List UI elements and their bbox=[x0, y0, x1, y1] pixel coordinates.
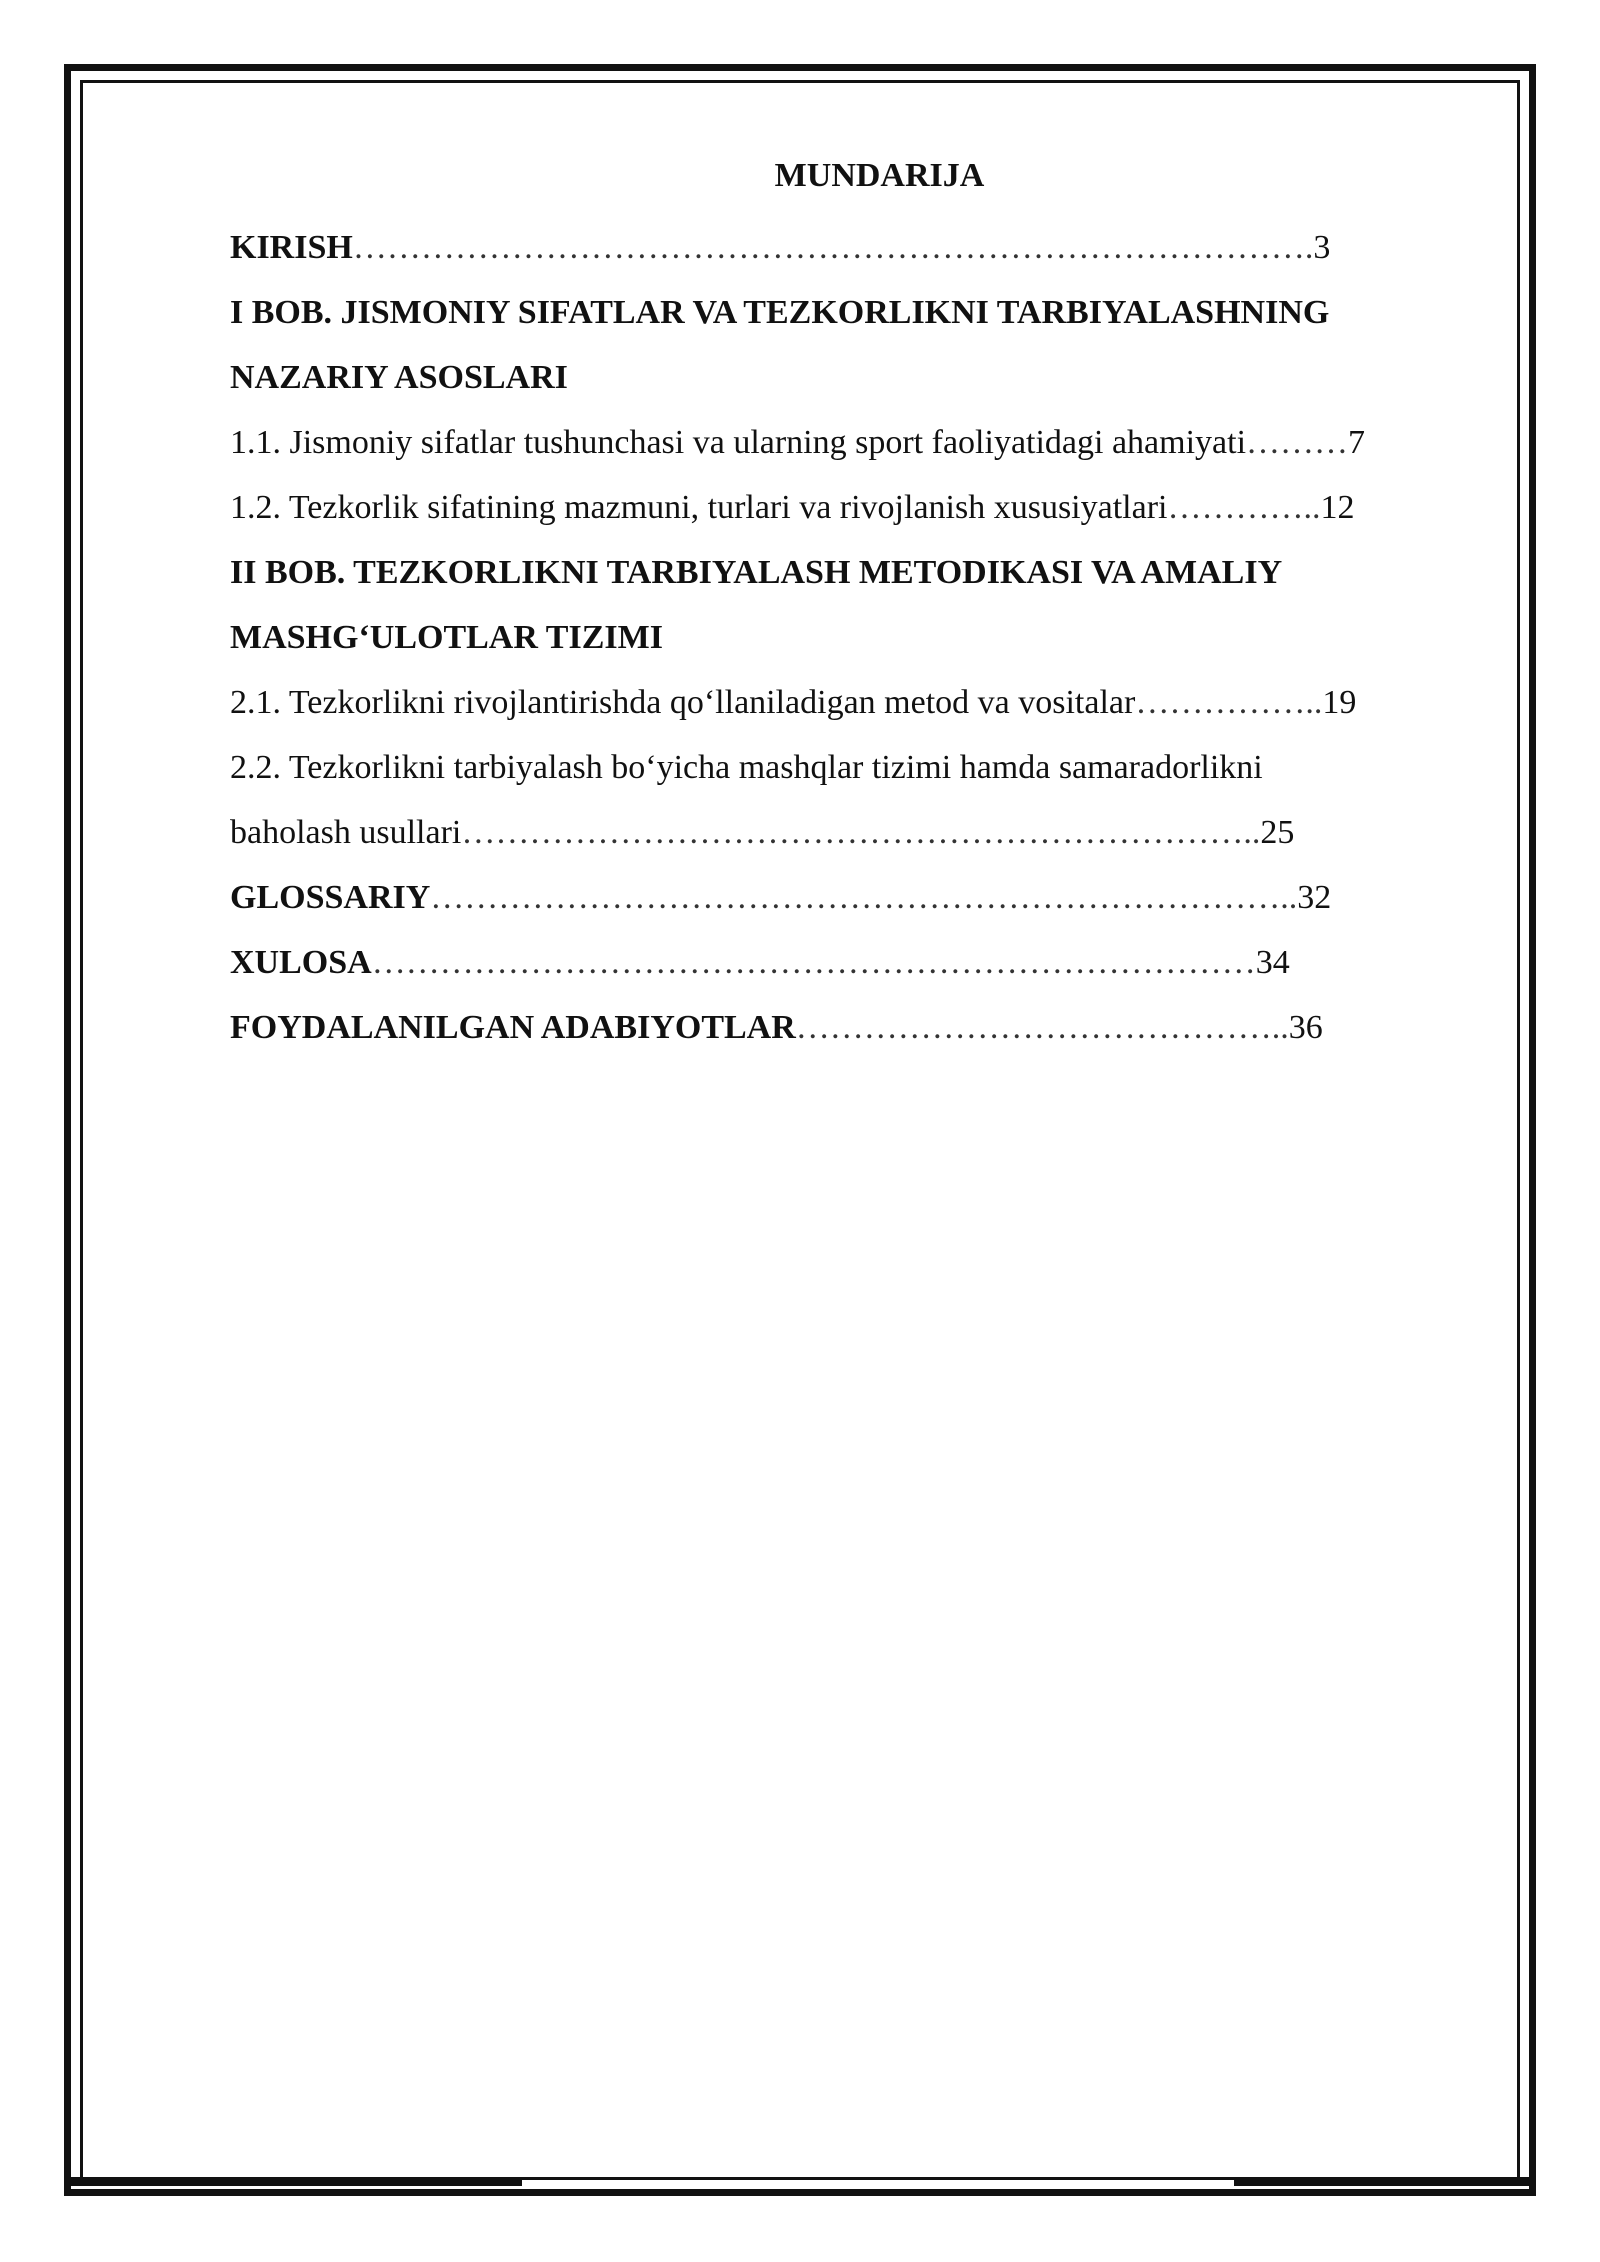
toc-entry-adabiyotlar[interactable] bbox=[230, 995, 1495, 1060]
toc-entry-1-2[interactable] bbox=[230, 475, 1495, 540]
toc-title: MUNDARIJA bbox=[774, 157, 985, 194]
toc-page-number: 36 bbox=[1288, 1009, 1323, 1046]
toc-chapter-heading[interactable] bbox=[230, 540, 1495, 605]
frame-bottom-line-right bbox=[1234, 2192, 1530, 2195]
toc-entry-label: 1.2. Tezkorlik sifatining mazmuni, turlari va rivojlanish xususiyatlari bbox=[230, 489, 1168, 526]
toc-leader-dots: …………………………………………………………………… bbox=[371, 944, 1256, 981]
toc-chapter-heading-cont bbox=[230, 345, 1495, 410]
toc-entry-label: 1.1. Jismoniy sifatlar tushunchasi va ularning sport faoliyatidagi ahamiyati bbox=[230, 424, 1247, 461]
toc-leader-dots: ………………………………………………………………….. bbox=[430, 879, 1298, 916]
toc-entry-2-2-cont bbox=[230, 800, 1495, 865]
frame-bottom-bar-right bbox=[1234, 2177, 1530, 2186]
toc-chapter-heading[interactable] bbox=[230, 280, 1495, 345]
toc-entry-label: XULOSA bbox=[230, 944, 372, 981]
toc-leader-dots: …………………………………….. bbox=[795, 1009, 1289, 1046]
toc-leader-dots: …………………………………………………………………………. bbox=[352, 229, 1314, 266]
toc-entry-label: 2.2. Tezkorlikni tarbiyalash bo‘yicha mashqlar tizimi hamda samaradorlikni bbox=[230, 749, 1263, 786]
toc-page-number: 32 bbox=[1297, 879, 1332, 916]
toc-entry-xulosa[interactable] bbox=[230, 930, 1495, 995]
toc-entry-kirish[interactable] bbox=[230, 215, 1495, 280]
toc-entry-label: KIRISH bbox=[230, 229, 353, 266]
toc-leader-dots: …………………………………………………………….. bbox=[461, 814, 1261, 851]
toc-entry-label: baholash usullari bbox=[230, 814, 462, 851]
toc-page-number: 25 bbox=[1260, 814, 1295, 851]
table-of-contents bbox=[230, 150, 1495, 1060]
toc-entry-label: II BOB. TEZKORLIKNI TARBIYALASH METODIKASI VA AMALIY bbox=[230, 554, 1283, 591]
toc-page-number: 3 bbox=[1313, 229, 1331, 266]
toc-entry-2-2[interactable] bbox=[230, 735, 1495, 800]
toc-leader-dots: …………….. bbox=[1135, 684, 1323, 721]
toc-entry-2-1[interactable] bbox=[230, 670, 1495, 735]
toc-entry-label: I BOB. JISMONIY SIFATLAR VA TEZKORLIKNI TARBIYALASHNING bbox=[230, 294, 1330, 331]
toc-page-number: 12 bbox=[1320, 489, 1355, 526]
toc-page-number: 19 bbox=[1322, 684, 1357, 721]
toc-leader-dots: ………….. bbox=[1167, 489, 1321, 526]
toc-entry-glossariy[interactable] bbox=[230, 865, 1495, 930]
toc-page-number: 34 bbox=[1255, 944, 1290, 981]
toc-page-number: 7 bbox=[1348, 424, 1366, 461]
frame-bottom-bar-left bbox=[70, 2177, 522, 2186]
frame-bottom-line-left bbox=[70, 2192, 522, 2195]
toc-entry-label: NAZARIY ASOSLARI bbox=[230, 359, 568, 396]
toc-entry-label: GLOSSARIY bbox=[230, 879, 431, 916]
toc-leader-dots: ……… bbox=[1246, 424, 1349, 461]
toc-entry-label: MASHG‘ULOTLAR TIZIMI bbox=[230, 619, 663, 656]
toc-entry-label: FOYDALANILGAN ADABIYOTLAR bbox=[230, 1009, 796, 1046]
toc-chapter-heading-cont bbox=[230, 605, 1495, 670]
toc-entry-label: 2.1. Tezkorlikni rivojlantirishda qo‘llaniladigan metod va vositalar bbox=[230, 684, 1136, 721]
toc-entry-1-1[interactable] bbox=[230, 410, 1495, 475]
